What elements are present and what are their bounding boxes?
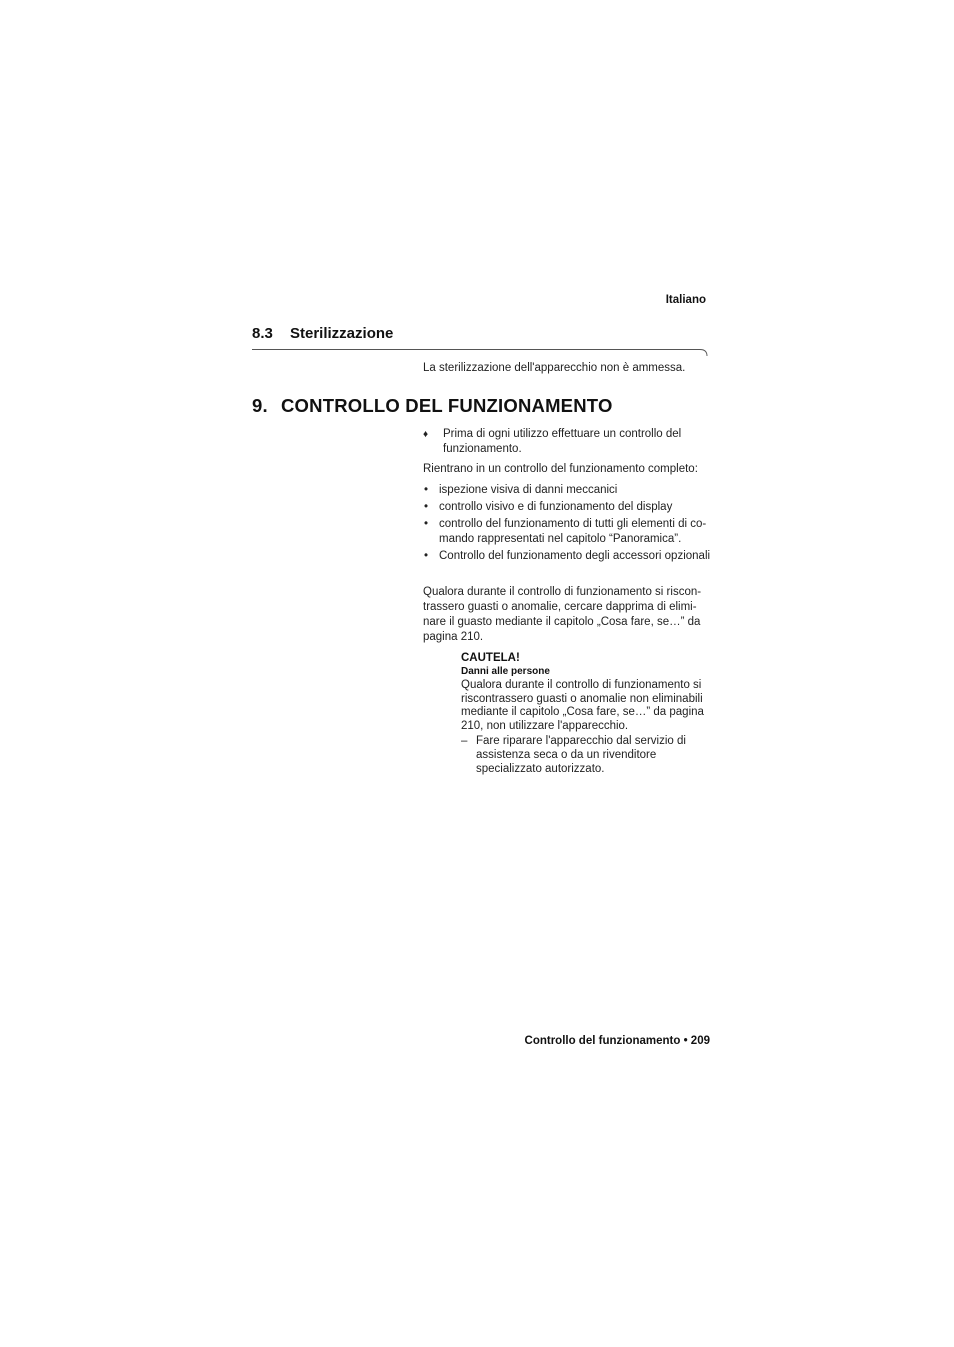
caution-text: Qualora durante il controllo di funzionamento si riscontrassero guasti o anomalie non eliminabili mediante il capitolo „Cosa fare, se…” da pagina 210, non utilizzare l'apparecchio. bbox=[461, 679, 704, 732]
bullet-icon: • bbox=[424, 484, 429, 496]
bullet-icon: • bbox=[424, 550, 429, 562]
checklist bbox=[423, 483, 715, 566]
chapter-title: CONTROLLO DEL FUNZIONAMENTO bbox=[281, 395, 613, 416]
section-title: Sterilizzazione bbox=[290, 325, 394, 342]
list-item: • ispezione visiva di danni meccanici bbox=[424, 484, 618, 496]
bullet-icon: • bbox=[424, 501, 429, 513]
instruction-text: Prima di ogni utilizzo effettuare un controllo del funzionamento. bbox=[443, 428, 682, 455]
bullet-icon: • bbox=[424, 518, 429, 530]
section-number: 8.3 bbox=[252, 325, 273, 342]
caution-subtitle: Danni alle persone bbox=[461, 666, 550, 677]
caution-title: CAUTELA! bbox=[461, 652, 520, 664]
section-heading-8-3 bbox=[252, 325, 393, 342]
instruction-item bbox=[423, 427, 713, 457]
fault-paragraph: Qualora durante il controllo di funzionamento si riscon-trassero guasti o anomalie, cercare dapprima di elimi-nare il guasto mediante il capitolo „Cosa fare, se…” da pagina 210. bbox=[423, 586, 702, 643]
list-item: • controllo visivo e di funzionamento del display bbox=[424, 501, 673, 513]
chapter-heading-9 bbox=[252, 395, 613, 417]
caution-block bbox=[461, 651, 713, 776]
checklist-intro: Rientrano in un controllo del funzionamento completo: bbox=[423, 463, 698, 475]
list-item: • Controllo del funzionamento degli accessori opzionali bbox=[424, 550, 711, 562]
section-rule bbox=[252, 345, 712, 359]
caution-step-text: Fare riparare l'apparecchio dal servizio di assistenza seca o da un rivenditore specializzato autorizzato. bbox=[476, 735, 686, 775]
diamond-bullet-icon: ♦ bbox=[423, 429, 429, 440]
page-footer: Controllo del funzionamento • 209 bbox=[524, 1035, 710, 1047]
list-item: • controllo del funzionamento di tutti gli elementi di co-mando rappresentati nel capitolo “Panoramica”. bbox=[424, 518, 707, 545]
header-language: Italiano bbox=[665, 294, 706, 306]
caution-step bbox=[461, 735, 713, 776]
dash-bullet-icon: – bbox=[461, 735, 468, 748]
chapter-number: 9. bbox=[252, 395, 268, 416]
sterilization-text: La sterilizzazione dell'apparecchio non è ammessa. bbox=[423, 362, 686, 374]
